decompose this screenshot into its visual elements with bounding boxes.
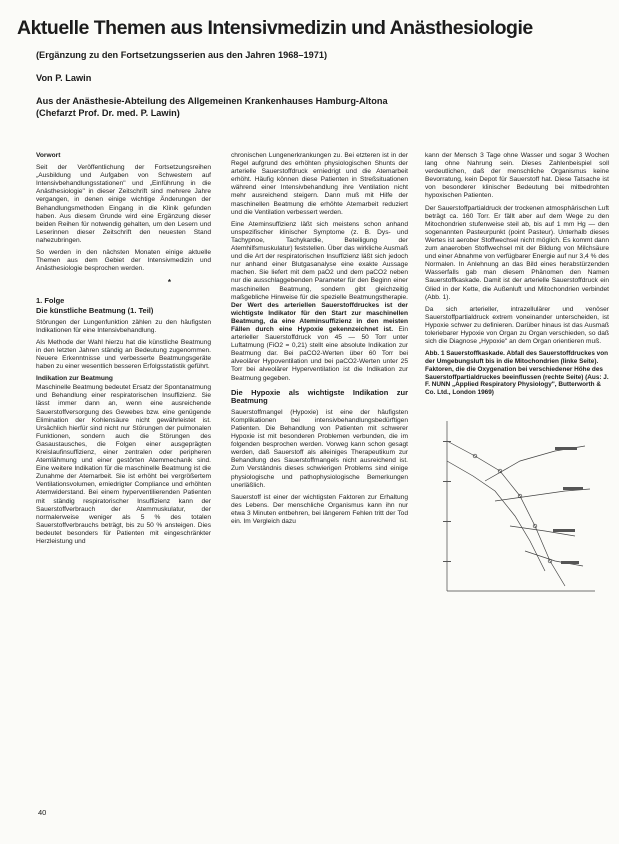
figure-caption: Abb. 1 Sauerstoffkaskade. Abfall des Sauerstoffdruckes von der Umgebungsluft bis in die Mitochondrien (linke Seite). Faktoren, die die Oxygenation bei verschiedener Höhe des Sauerstoffpartialdruckes beeinflussen (rechte Seite) (Aus: J. F. NUNN „Applied Respiratory Physiology", Butterworth & Co. Ltd., London 1969) [425,350,609,397]
subsection-heading: Indikation zur Beatmung [36,375,113,383]
body-text: Ein arterieller Sauerstoffdruck von 45 — 50 Torr unter Luftatmung (FiO2 = 0,21) stellt eine absolute Indikation zur Beatmung dar. Bei paCO2-Werten über 60 Torr bei alveolärer Hypoventilation und bei paCO2-Werten unter 25 Torr bei alveolärer Hyperventilation ist die Indikation zur Beatmung gegeben. [231,325,408,382]
section-heading: Die künstliche Beatmung (1. Teil) [36,305,154,315]
body-paragraph: Der Sauerstoffpartialdruck der trockenen atmosphärischen Luft beträgt ca. 160 Torr. Er fällt aber auf dem Wege zu den Mitochondrien stufenweise steil ab, bis auf 1 mm Hg — den sogenannten Pasteurpunkt (point Pasteur). Unterhalb dieses Wertes ist aerober Stoffwechsel nicht möglich. Es kommt dann zum anaeroben Stoffwechsel mit der Bildung von Milchsäure und einer Abnahme von verfügbarer Energie auf nur 3,4 % des Normalen. In Anlehnung an das Bild eines herabstürzenden Wasserfalls gab man diesem Phänomen den Namen Sauerstoffkaskade. Damit ist der arterielle Sauerstoffdruck ein Glied in der Kette, die Außenluft und Mitochondrien verbindet (Abb. 1). [425,204,609,301]
body-paragraph: Maschinelle Beatmung bedeutet Ersatz der Spontanatmung und Behandlung einer respiratorischen Insuffizienz. Sie lässt immer dann an, wenn eine ausreichende Sauerstoffversorgung des Gewebes bzw. eine genügende Elimination der Kohlensäure nicht gewährleistet ist. Ursächlich hierfür sind nicht nur Störungen der pulmonalen Funktionen, sondern auch die Störungen des Gasaustausches, die Folgen einer ausgeprägten Kreislaufinsuffizienz, einer zentralen oder peripheren Atemlähmung und einer gestörten Atemmechanik sind. Eine weitere Indikation für die maschinelle Beatmung ist die Zunahme der Atemarbeit. Sie ist erhöht bei vergrößertem Ventilationsvolumen, erniedrigter Compliance und erhöhten Atemwiderstand. Bei einem hyperventilierenden Patienten mit ständig respiratorischer Insuffizienz kann der Sauerstoffverbrauch der Atemmuskulatur, der normalerweise weniger als 5 % des totalen Sauerstoffverbrauchs beträgt, bis zu 50 % ansteigen. Dies bedeutet besonders für Patienten mit eingeschränkter Herzleistung und [36,384,211,546]
emphasized-text: Der Wert des arteriellen Sauerstoffdruckes ist der wichtigste Indikator für den Start zur maschinellen Beatmung, da eine Ateminsuffizienz in den meisten Fällen durch eine Hypoxie gekennzeichnet ist. [231,301,408,333]
body-paragraph: chronischen Lungenerkrankungen zu. Bei etzteren ist in der Regel aufgrund des erhöhten physiologischen Shunts der arterielle Sauerstoffdruck erniedrigt und die Atemarbeit erhöht. Häufig können diese Patienten in Streßsituationen während einer Intensivbehandlung ihre Ventilation nicht mehr ausreichend steigern. Dann muß mit Hilfe der maschinellen Beatmung die erhöhte Atemarbeit reduziert und die Ventilation verbessert werden. [231,152,408,216]
author-line: Von P. Lawin [36,73,92,83]
body-paragraph [231,221,408,383]
body-paragraph: Sauerstoff ist einer der wichtigsten Faktoren zur Erhaltung des Lebens. Der menschliche Organismus kann ihn nur etwa 3 Minuten entbehren, bei längerem Fehlen tritt der Tod ein. Im Vergleich dazu [231,493,408,526]
chief-physician-line: (Chefarzt Prof. Dr. med. P. Lawin) [36,108,180,118]
page-title: Aktuelle Themen aus Intensivmedizin und Anästhesiologie [17,17,533,39]
column-2 [231,152,408,530]
oxygen-cascade-diagram [425,401,603,601]
column-1 [36,152,211,550]
body-paragraph: Als Methode der Wahl hierzu hat die künstliche Beatmung in den letzten Jahren ständig an Bedeutung zugenommen. Neuere Erkenntnisse und verbesserte Beatmungsgeräte haben zu einer wesentlich besseren Erfolgsstatistik geführt. [36,338,211,371]
body-text: Eine Ateminsuffizienz läßt sich meistens schon anhand unspezifischer klinischer Symptome (z. B. Dys- und Tachypnoe, Tachykardie, Beteiligung der Atemhilfsmuskulatur) feststellen. Über das wirkliche Ausmaß und die Art der respiratorischen Insuffizienz läßt sich jedoch nur anhand einer Blutgasanalyse eine exakte Aussage machen. Sie liefert mit dem paO2 und dem paCO2 neben nur die ausschlaggebenden Parameter für den Beginn einer maschinellen Beatmung, sondern gibt gleichzeitig maßgebliche Hinweise für die spezielle Beatmungstherapie. [231,220,408,301]
department-line: Aus der Anästhesie-Abteilung des Allgemeinen Krankenhauses Hamburg-Altona [36,96,388,106]
vorwort-paragraph: Seit der Veröffentlichung der Fortsetzungsreihen „Ausbildung und Aufgaben von Schwestern auf Intensivbehandlungsstationen" und „Einführung in die Anästhesiologie" in dieser Zeitschrift sind mehrere Jahre vergangen, in denen einige wichtige Änderungen der Behandlungsmethoden Eingang in die Klinik gefunden haben. Aus diesem Grunde wird eine Ergänzung dieser beiden Reihen für notwendig gehalten, um den Lesern und Leserinnen dieser Zeitschrift den neuesten Stand nahezubringen. [36,164,211,244]
vorwort-paragraph: So werden in den nächsten Monaten einige aktuelle Themen aus dem Gebiet der Intensivmedizin und Anästhesiologie besprochen werden. [36,249,211,273]
subtitle: (Ergänzung zu den Fortsetzungsserien aus den Jahren 1968–1971) [36,50,328,60]
page-number: 40 [38,808,47,817]
vorwort-heading: Vorwort [36,152,61,159]
body-paragraph: kann der Mensch 3 Tage ohne Wasser und sogar 3 Wochen lang ohne Nahrung sein. Dieses Zahlenbeispiel soll verdeutlichen, daß der menschliche Organismus keine Bevorratung, kein Depot für Sauerstoff hat. Diese Tatsache ist von besonderer klinischer Bedeutung bei mitbedrohten hypoxischen Patienten. [425,152,609,200]
oxygen-cascade-figure [425,401,603,611]
column-3 [425,152,609,611]
body-paragraph: Störungen der Lungenfunktion zählen zu den häufigsten Indikationen für eine Intensivbehandlung. [36,318,211,334]
section-heading: Die Hypoxie als wichtigste Indikation zur Beatmung [231,387,408,405]
department-affiliation [36,95,388,119]
series-part-heading: 1. Folge [36,296,65,306]
body-paragraph: Sauerstoffmangel (Hypoxie) ist eine der häufigsten Komplikationen bei intensivbehandlungsbedürftigen Patienten. Die Behandlung von Patienten mit schwerer Hypoxie ist mit besonderen Problemen verbunden, die im folgenden besprochen werden. Vorweg kann schon gesagt werden, daß Sauerstoff als alleiniges Therapeutikum zur Behandlung des Sauerstoffmangels nicht ausreichend ist. Zum Verständnis dieses schwierigen Problems sind einige physiologische und pathophysiologische Bemerkungen unerläßlich. [231,408,408,489]
body-paragraph: Da sich arterieller, intrazellulärer und venöser Sauerstoffpartialdruck extrem voneinander unterscheiden, ist Hypoxie schwer zu definieren. Darüber hinaus ist das Ausmaß toleriebarer Hypoxie von Organ zu Organ verschieden, so daß sich die Diagnose „Hypoxie" an dem Organ orientieren muß. [425,305,609,346]
section-separator-star: * [167,278,171,288]
